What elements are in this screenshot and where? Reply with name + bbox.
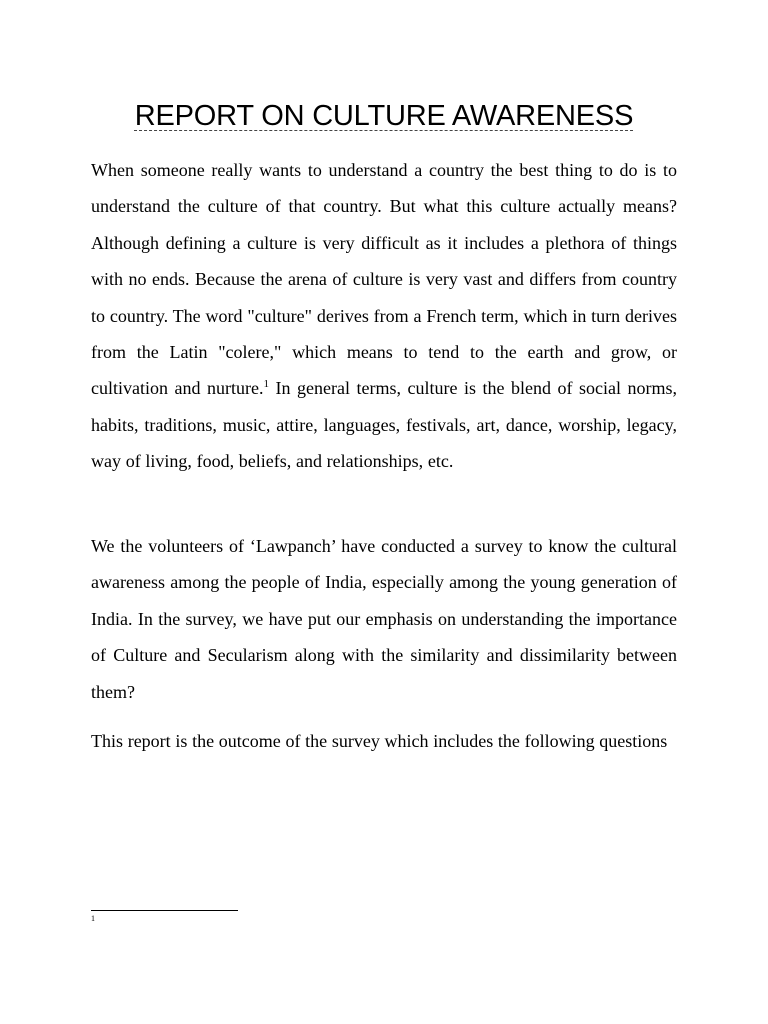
intro-paragraph bbox=[91, 152, 677, 480]
footnote-reference[interactable]: 1 bbox=[263, 378, 269, 391]
intro-paragraph-continuation: In general terms, culture is the blend of social norms, habits, traditions, music, attire, languages, festivals, art, dance, worship, legacy, way of living, food, beliefs, and relationships, etc. bbox=[91, 378, 677, 472]
survey-paragraph: We the volunteers of ‘Lawpanch’ have conducted a survey to know the cultural awareness among the people of India, especially among the young generation of India. In the survey, we have put our emphasis on understanding the importance of Culture and Secularism along with the similarity and dissimilarity between them? bbox=[91, 536, 677, 702]
outcome-paragraph: This report is the outcome of the survey which includes the following questions bbox=[91, 731, 668, 751]
footnote-divider bbox=[91, 910, 238, 911]
intro-paragraph-text: When someone really wants to understand a country the best thing to do is to understand the culture of that country. But what this culture actually means? Although defining a culture is very difficult as it includes a plethora of things with no ends. Because the arena of culture is very vast and differs from country to country. The word "culture" derives from a French term, which in turn derives from the Latin "colere," which means to tend to the earth and grow, or cultivation and nurture. bbox=[91, 160, 677, 399]
footnote bbox=[91, 914, 95, 924]
footnote-number: 1 bbox=[91, 914, 95, 923]
report-title bbox=[0, 94, 768, 138]
report-title-text: REPORT ON CULTURE AWARENESS bbox=[134, 100, 634, 132]
